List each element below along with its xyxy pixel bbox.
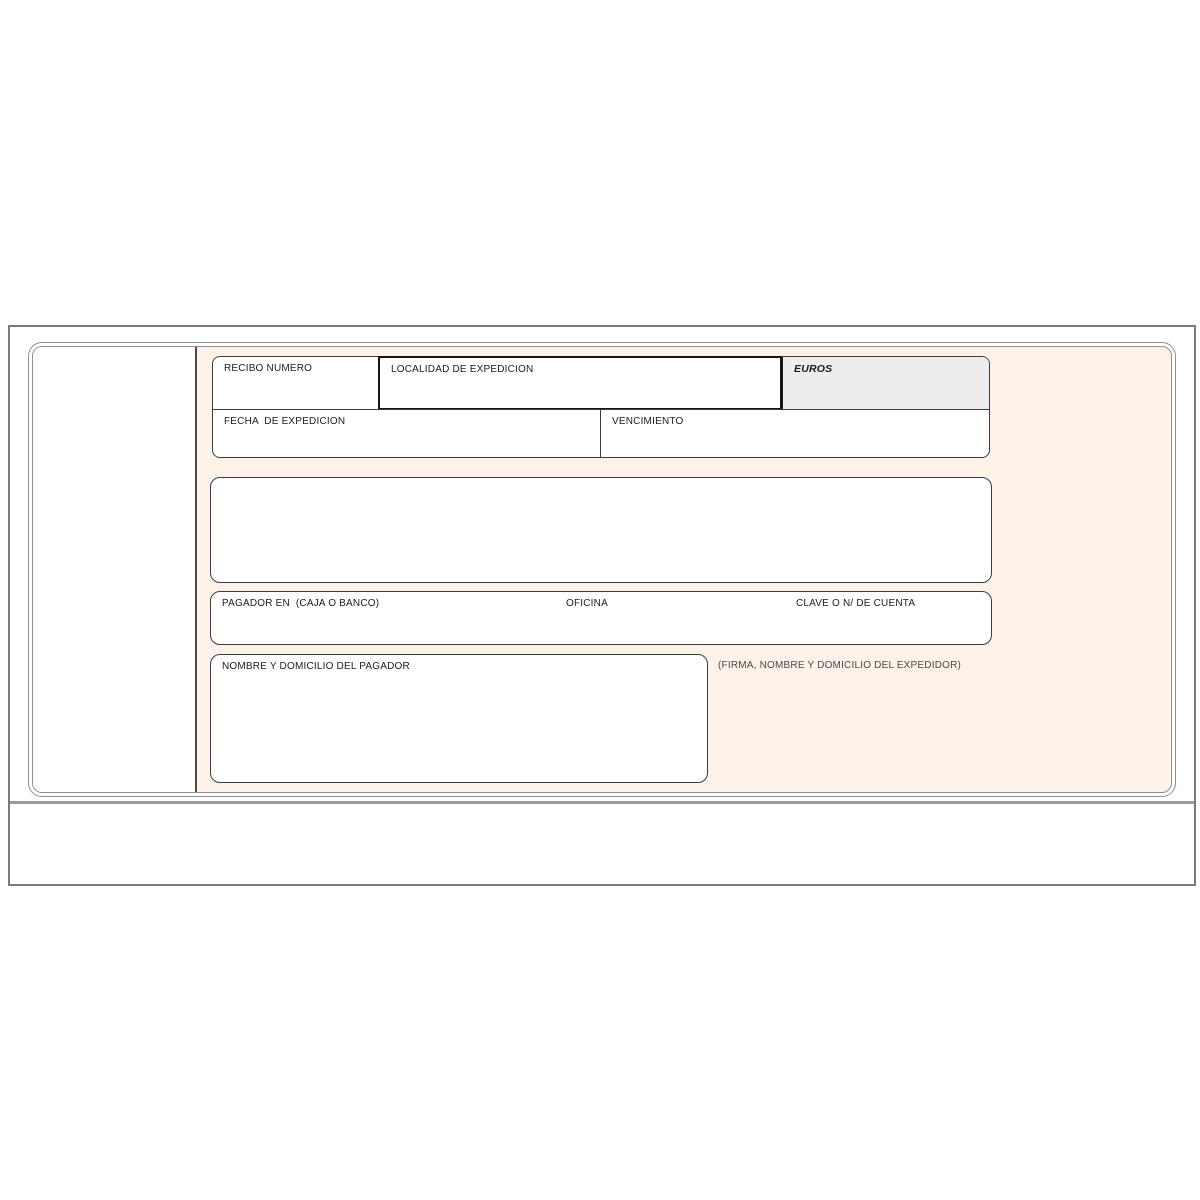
form-card	[28, 342, 1176, 797]
header-field-group	[212, 356, 990, 458]
nombre-pagador-label: NOMBRE Y DOMICILIO DEL PAGADOR	[222, 661, 410, 672]
euros-label: EUROS	[794, 363, 833, 375]
form-card-inner	[32, 346, 1172, 793]
date-row	[213, 409, 989, 457]
vencimiento-label: VENCIMIENTO	[612, 416, 684, 427]
nombre-pagador-field	[210, 654, 708, 783]
recibo-numero-label: RECIBO NUMERO	[224, 363, 313, 374]
firma-expedidor-label: (FIRMA, NOMBRE Y DOMICILIO DEL EXPEDIDOR)	[718, 660, 962, 671]
localidad-expedicion-field	[378, 356, 782, 410]
pagador-en-label: PAGADOR EN (CAJA O BANCO)	[222, 598, 380, 609]
localidad-expedicion-label: LOCALIDAD DE EXPEDICION	[391, 364, 534, 375]
fecha-expedicion-label: FECHA DE EXPEDICION	[224, 416, 346, 427]
pagador-field	[210, 591, 992, 645]
oficina-label: OFICINA	[566, 598, 608, 609]
bottom-strip	[10, 801, 1194, 884]
euros-field	[782, 357, 989, 409]
clave-cuenta-label: CLAVE O N/ DE CUENTA	[796, 598, 916, 609]
recibo-numero-field	[213, 357, 379, 409]
concepto-field	[210, 477, 992, 583]
left-stub-column	[33, 347, 197, 792]
form-frame	[8, 325, 1196, 886]
vencimiento-field	[600, 410, 989, 457]
